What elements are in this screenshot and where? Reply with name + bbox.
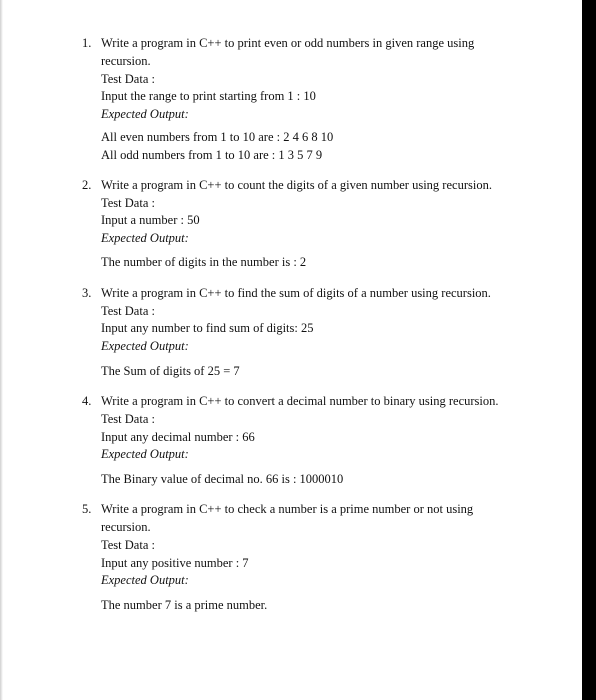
expected-output-label: Expected Output: [101, 573, 189, 587]
problem-statement-line1: Write a program in C++ to find the sum of digits of a number using recursion. [101, 286, 491, 300]
problem-statement-line1: Write a program in C++ to convert a decimal number to binary using recursion. [101, 394, 499, 408]
expected-output-label: Expected Output: [101, 339, 189, 353]
test-data-label: Test Data : [101, 538, 155, 552]
problem-number: 5. [82, 502, 92, 516]
expected-output-line1: The Sum of digits of 25 = 7 [101, 364, 240, 378]
test-data-label: Test Data : [101, 196, 155, 210]
test-input: Input a number : 50 [101, 213, 200, 227]
problem-number: 3. [82, 286, 92, 300]
page-edge-shadow [0, 0, 3, 700]
problem-statement-line1: Write a program in C++ to check a number is a prime number or not using [101, 502, 474, 516]
test-input: Input the range to print starting from 1 : 10 [101, 89, 316, 103]
expected-output-label: Expected Output: [101, 231, 189, 245]
problem-statement-line1: Write a program in C++ to count the digits of a given number using recursion. [101, 178, 492, 192]
problem-statement-line1: Write a program in C++ to print even or odd numbers in given range using [101, 36, 475, 50]
test-input: Input any number to find sum of digits: 25 [101, 321, 314, 335]
test-data-label: Test Data : [101, 412, 155, 426]
problem-statement-line2: recursion. [101, 520, 151, 534]
test-input: Input any positive number : 7 [101, 556, 249, 570]
expected-output-line1: The Binary value of decimal no. 66 is : 1000010 [101, 472, 344, 486]
expected-output-label: Expected Output: [101, 447, 189, 461]
expected-output-label: Expected Output: [101, 107, 189, 121]
test-data-label: Test Data : [101, 304, 155, 318]
problem-number: 2. [82, 178, 92, 192]
test-data-label: Test Data : [101, 72, 155, 86]
expected-output-line1: All even numbers from 1 to 10 are : 2 4 6 8 10 [101, 130, 334, 144]
expected-output-line2: All odd numbers from 1 to 10 are : 1 3 5 7 9 [101, 148, 323, 162]
problem-number: 4. [82, 394, 92, 408]
expected-output-line1: The number of digits in the number is : 2 [101, 255, 307, 269]
expected-output-line1: The number 7 is a prime number. [101, 598, 268, 612]
problem-statement-line2: recursion. [101, 54, 151, 68]
problem-number: 1. [82, 36, 92, 50]
test-input: Input any decimal number : 66 [101, 430, 255, 444]
